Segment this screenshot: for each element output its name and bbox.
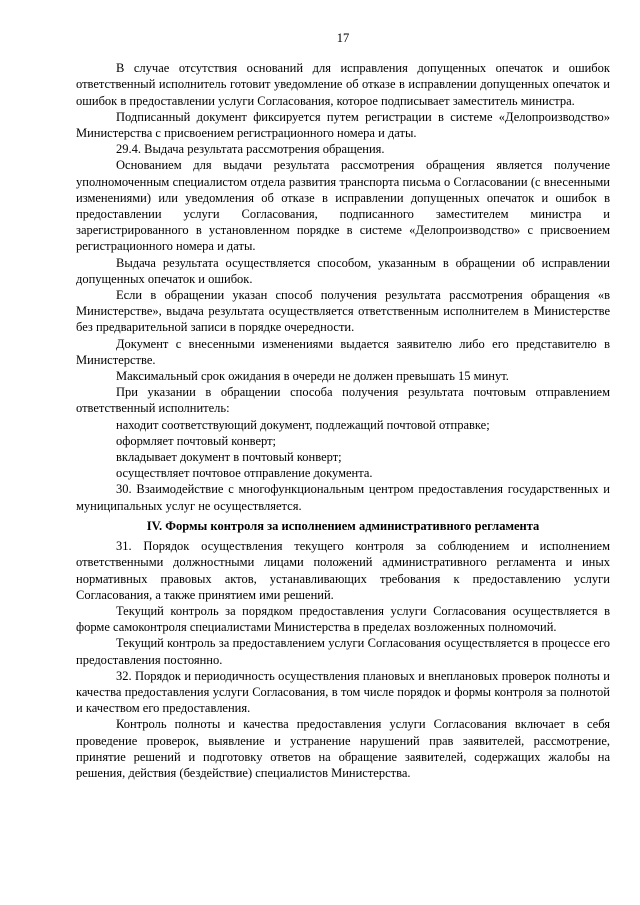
- paragraph-31: 31. Порядок осуществления текущего контроля за соблюдением и исполнением ответственными должностными лицами положений административного регламента и иных нормативных правовых актов, устанавливающих требования к предоставлению услуги Согласования, а также принятием ими решений.: [76, 539, 610, 602]
- list-item-envelope: оформляет почтовый конверт;: [116, 433, 277, 448]
- section-heading: IV. Формы контроля за исполнением административного регламента: [146, 518, 540, 533]
- paragraph-current-control: Текущий контроль за предоставлением услуги Согласования осуществляется в процессе его предоставления постоянно.: [76, 636, 610, 667]
- paragraph-issuance-basis: Основанием для выдачи результата рассмотрения обращения является получение уполномоченным специалистом отдела развития транспорта письма о Согласовании (с внесенными изменениями) или уведомления об отказе в исправлении допущенных опечаток и ошибок в предоставлении услуги Согласования, подписанного заместителем министра и зарегистрированного в установленном порядке в системе «Делопроизводство» с присвоением регистрационного номера и даты.: [76, 158, 610, 254]
- page-number: 17: [336, 31, 350, 45]
- paragraph-self-control: Текущий контроль за порядком предоставления услуги Согласования осуществляется в форме самоконтроля специалистами Министерства в пределах возложенных полномочий.: [76, 603, 610, 635]
- paragraph-postal: При указании в обращении способа получения результата почтовым отправлением ответственный исполнитель:: [76, 385, 610, 416]
- list-item-insert-document: вкладывает документ в почтовый конверт;: [116, 450, 342, 465]
- paragraph-registration: Подписанный документ фиксируется путем регистрации в системе «Делопроизводство» Министерства с присвоением регистрационного номера и даты.: [76, 109, 610, 141]
- list-item-send: осуществляет почтовое отправление документа.: [116, 466, 373, 481]
- paragraph-refusal-notice: В случае отсутствия оснований для исправления допущенных опечаток и ошибок ответственный исполнитель готовит уведомление об отказе в исправлении допущенных опечаток и ошибок в предоставлении услуги Согласования, которое подписывает заместитель министра.: [76, 61, 610, 108]
- paragraph-max-wait: Максимальный срок ожидания в очереди не должен превышать 15 минут.: [116, 369, 509, 384]
- list-item-find-document: находит соответствующий документ, подлежащий почтовой отправке;: [116, 417, 490, 432]
- paragraph-quality-control: Контроль полноты и качества предоставления услуги Согласования включает в себя проведение проверок, выявление и устранение нарушений прав заявителей, рассмотрение, принятие решений и подготовку ответов на обращение заявителей, содержащих жалобы на решения, действия (бездействие) специалистов Министерства.: [76, 717, 610, 780]
- paragraph-document-issued: Документ с внесенными изменениями выдается заявителю либо его представителю в Министерстве.: [76, 336, 610, 367]
- paragraph-in-ministry: Если в обращении указан способ получения результата рассмотрения обращения «в Министерстве», выдача результата осуществляется ответственным исполнителем в Министерстве без предварительной записи в порядке очередности.: [76, 288, 610, 335]
- paragraph-32: 32. Порядок и периодичность осуществления плановых и внеплановых проверок полноты и качества предоставления услуги Согласования, в том числе порядок и формы контроля за полнотой и качеством его предоставления.: [76, 668, 610, 716]
- paragraph-29-4: 29.4. Выдача результата рассмотрения обращения.: [116, 142, 385, 157]
- paragraph-30: 30. Взаимодействие с многофункциональным центром предоставления государственных и муниципальных услуг не осуществляется.: [76, 482, 610, 513]
- paragraph-issuance-method: Выдача результата осуществляется способом, указанным в обращении об исправлении допущенных опечаток и ошибок.: [76, 255, 610, 286]
